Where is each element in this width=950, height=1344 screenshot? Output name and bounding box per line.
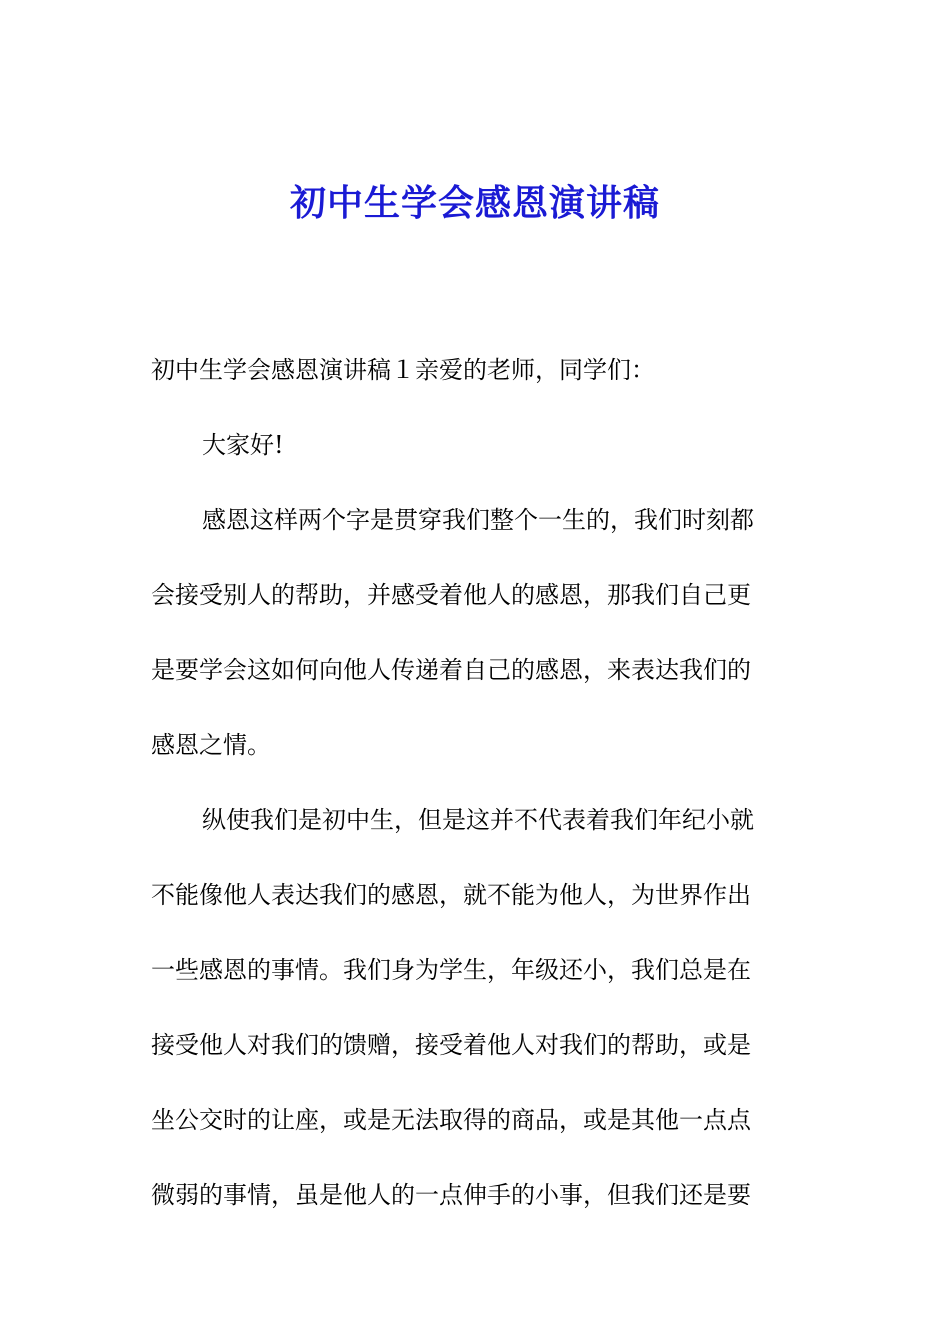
greeting-paragraph — [151, 408, 791, 483]
text-line: 接受他人对我们的馈赠，接受着他人对我们的帮助，或是 — [151, 1031, 751, 1059]
paragraph-2 — [151, 783, 791, 1233]
document-title: 初中生学会感恩演讲稿 — [289, 182, 660, 224]
opening-paragraph — [151, 333, 791, 408]
text-line: 一些感恩的事情。我们身为学生，年级还小，我们总是在 — [151, 956, 751, 984]
text-line: 是要学会这如何向他人传递着自己的感恩，来表达我们的 — [151, 656, 751, 684]
text-line: 感恩之情。 — [151, 731, 271, 759]
text-line: 会接受别人的帮助，并感受着他人的感恩，那我们自己更 — [151, 581, 751, 609]
paragraph-1 — [151, 483, 791, 783]
text-line: 纵使我们是初中生，但是这并不代表着我们年纪小就 — [202, 806, 754, 834]
text-line: 坐公交时的让座，或是无法取得的商品，或是其他一点点 — [151, 1106, 751, 1134]
text-line: 初中生学会感恩演讲稿１亲爱的老师，同学们： — [151, 356, 655, 384]
document-body — [151, 333, 791, 1233]
text-line: 感恩这样两个字是贯穿我们整个一生的，我们时刻都 — [202, 506, 754, 534]
text-line: 不能像他人表达我们的感恩，就不能为他人，为世界作出 — [151, 881, 751, 909]
text-line: 微弱的事情，虽是他人的一点伸手的小事，但我们还是要 — [151, 1181, 751, 1209]
text-line: 大家好! — [202, 431, 284, 459]
